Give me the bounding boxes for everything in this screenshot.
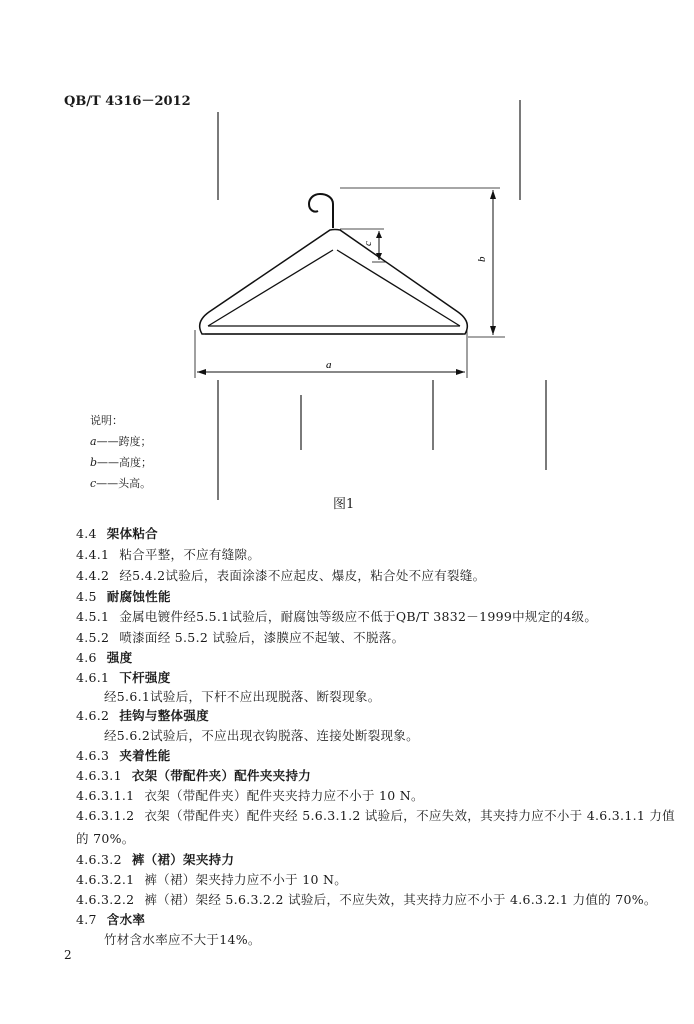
section-number: 4.6.3.1 — [76, 768, 122, 783]
section-line — [76, 607, 597, 625]
legend-item: b——高度； — [90, 456, 153, 469]
section-text: 衣架（带配件夹）配件夹夹持力应不小于 10 N。 — [144, 788, 424, 803]
section-line — [76, 890, 657, 908]
standard-number: QB/T 4316－2012 — [64, 94, 191, 109]
section-number: 4.4.1 — [76, 547, 110, 562]
section-line — [104, 930, 261, 948]
section-text: 金属电镀件经5.5.1试验后，耐腐蚀等级应不低于QB/T 3832－1999中规定的4级。 — [119, 609, 598, 624]
legend-title: 说明： — [90, 414, 123, 427]
section-line — [76, 829, 135, 847]
section-text: 竹材含水率应不大于14%。 — [104, 932, 261, 947]
section-number: 4.6.3.1.1 — [76, 788, 135, 803]
figure-caption: 图1 — [333, 497, 355, 512]
section-number: 4.6.3 — [76, 748, 110, 763]
section-text: 裤（裙）架夹持力 — [131, 852, 235, 867]
section-line — [76, 766, 311, 784]
section-text: 下杆强度 — [119, 670, 171, 685]
section-line — [76, 746, 171, 764]
section-text: 强度 — [106, 650, 133, 665]
section-text: 喷漆面经 5.5.2 试验后，漆膜应不起皱、不脱落。 — [119, 630, 405, 645]
section-line — [76, 910, 145, 928]
section-line — [76, 706, 209, 724]
section-number: 4.5 — [76, 589, 97, 604]
section-number: 4.6.3.1.2 — [76, 808, 135, 823]
section-text: 粘合平整，不应有缝隙。 — [119, 547, 261, 562]
section-line — [104, 726, 419, 744]
section-text: 挂钩与整体强度 — [119, 708, 209, 723]
section-text: 衣架（带配件夹）配件夹经 5.6.3.1.2 试验后，不应失效，其夹持力应不小于 4.6.3.1.1 力值 — [144, 808, 675, 823]
section-line — [76, 545, 260, 563]
section-number: 4.4.2 — [76, 568, 110, 583]
section-number: 4.7 — [76, 912, 97, 927]
section-text: 架体粘合 — [106, 526, 158, 541]
section-number: 4.6.3.2.1 — [76, 872, 135, 887]
section-line — [76, 668, 171, 686]
scan-artifact-lines — [218, 100, 546, 500]
section-line — [76, 524, 158, 542]
section-text: 夹着性能 — [119, 748, 171, 763]
dim-label-a: a — [326, 359, 332, 371]
hanger-hook — [309, 194, 333, 228]
section-line — [76, 806, 675, 824]
section-number: 4.6.2 — [76, 708, 110, 723]
section-line — [76, 566, 485, 584]
section-line — [76, 870, 347, 888]
section-text: 裤（裙）架经 5.6.3.2.2 试验后，不应失效，其夹持力应不小于 4.6.3.2.1 力值的 70%。 — [144, 892, 657, 907]
section-line — [76, 648, 132, 666]
section-line — [76, 587, 171, 605]
dim-label-b: b — [476, 256, 488, 262]
hanger-body — [200, 230, 468, 335]
dim-label-c: c — [362, 241, 374, 246]
section-text: 经5.4.2试验后，表面涂漆不应起皮、爆皮，粘合处不应有裂缝。 — [119, 568, 486, 583]
section-number: 4.6.1 — [76, 670, 110, 685]
section-text: 衣架（带配件夹）配件夹夹持力 — [131, 768, 312, 783]
section-text: 经5.6.1试验后，下杆不应出现脱落、断裂现象。 — [104, 689, 381, 704]
section-text: 含水率 — [106, 912, 146, 927]
section-line — [76, 786, 424, 804]
section-number: 4.6.3.2.2 — [76, 892, 135, 907]
section-number: 4.5.1 — [76, 609, 110, 624]
page-number: 2 — [64, 948, 72, 962]
section-text: 裤（裙）架夹持力应不小于 10 N。 — [144, 872, 348, 887]
legend-item: c——头高。 — [90, 477, 152, 490]
section-text: 经5.6.2试验后，不应出现衣钩脱落、连接处断裂现象。 — [104, 728, 419, 743]
section-number: 4.4 — [76, 526, 97, 541]
section-number: 4.6.3.2 — [76, 852, 122, 867]
legend-item: a——跨度； — [90, 435, 152, 448]
section-number: 4.6 — [76, 650, 97, 665]
section-text: 的 70%。 — [76, 831, 135, 846]
section-line — [76, 850, 234, 868]
section-text: 耐腐蚀性能 — [106, 589, 171, 604]
section-line — [104, 687, 381, 705]
section-number: 4.5.2 — [76, 630, 110, 645]
section-line — [76, 628, 404, 646]
